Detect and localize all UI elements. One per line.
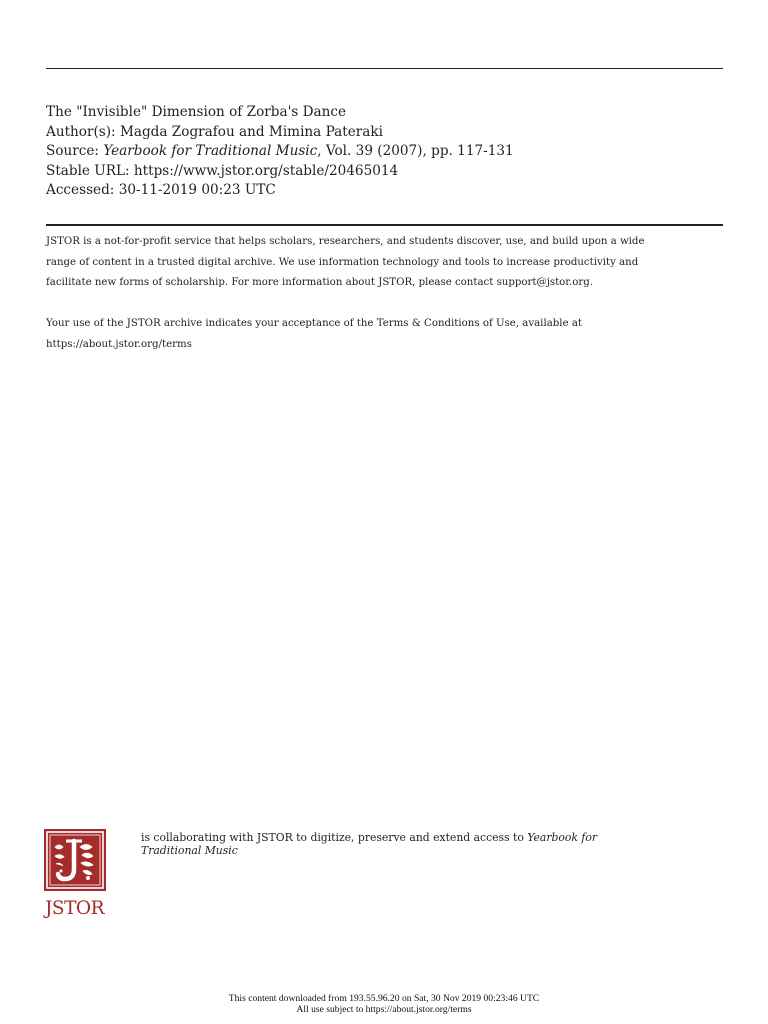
terms-link[interactable]: https://about.jstor.org/terms [46,338,192,350]
download-footer [0,993,768,1015]
jstor-about-notice [46,232,644,294]
collab-journal-part1: Yearbook for [527,831,598,844]
collab-text: is collaborating with JSTOR to digitize, preserve and extend access to [141,831,528,844]
article-source [46,142,514,162]
notice-line: JSTOR is a not-for-profit service that helps scholars, researchers, and students discover, use, and build upon a wide [46,236,645,247]
footer-download-info: This content downloaded from 193.55.96.20 on Sat, 30 Nov 2019 00:23:46 UTC [228,993,540,1004]
source-prefix: Source: [46,143,104,160]
article-authors: Author(s): Magda Zografou and Mimina Pateraki [46,123,383,140]
collab-line-1 [141,831,597,844]
stable-url[interactable]: Stable URL: https://www.jstor.org/stable/20465014 [46,162,399,179]
footer-terms[interactable]: All use subject to https://about.jstor.org/terms [296,1004,472,1015]
notice-line: Your use of the JSTOR archive indicates your acceptance of the Terms & Conditions of Use, available at [46,318,582,329]
jstor-logo [44,829,108,919]
terms-notice [46,314,582,355]
article-title: The "Invisible" Dimension of Zorba's Dance [46,104,347,120]
notice-line: range of content in a trusted digital archive. We use information technology and tools to increase productivity and [46,256,639,268]
collab-journal-part2: Traditional Music [141,844,238,857]
top-rule [46,68,723,69]
accessed-date: Accessed: 30-11-2019 00:23 UTC [46,182,276,199]
collab-line-2 [141,844,597,857]
collaboration-statement [141,831,597,857]
jstor-wordmark: JSTOR [45,898,105,919]
article-metadata [46,103,514,201]
notice-line: facilitate new forms of scholarship. For more information about JSTOR, please contact support@jstor.org. [46,277,594,288]
jstor-logo-icon [44,829,106,891]
source-suffix: , Vol. 39 (2007), pp. 117-131 [317,143,514,160]
separator-rule [46,224,723,226]
source-journal: Yearbook for Traditional Music [103,143,318,160]
